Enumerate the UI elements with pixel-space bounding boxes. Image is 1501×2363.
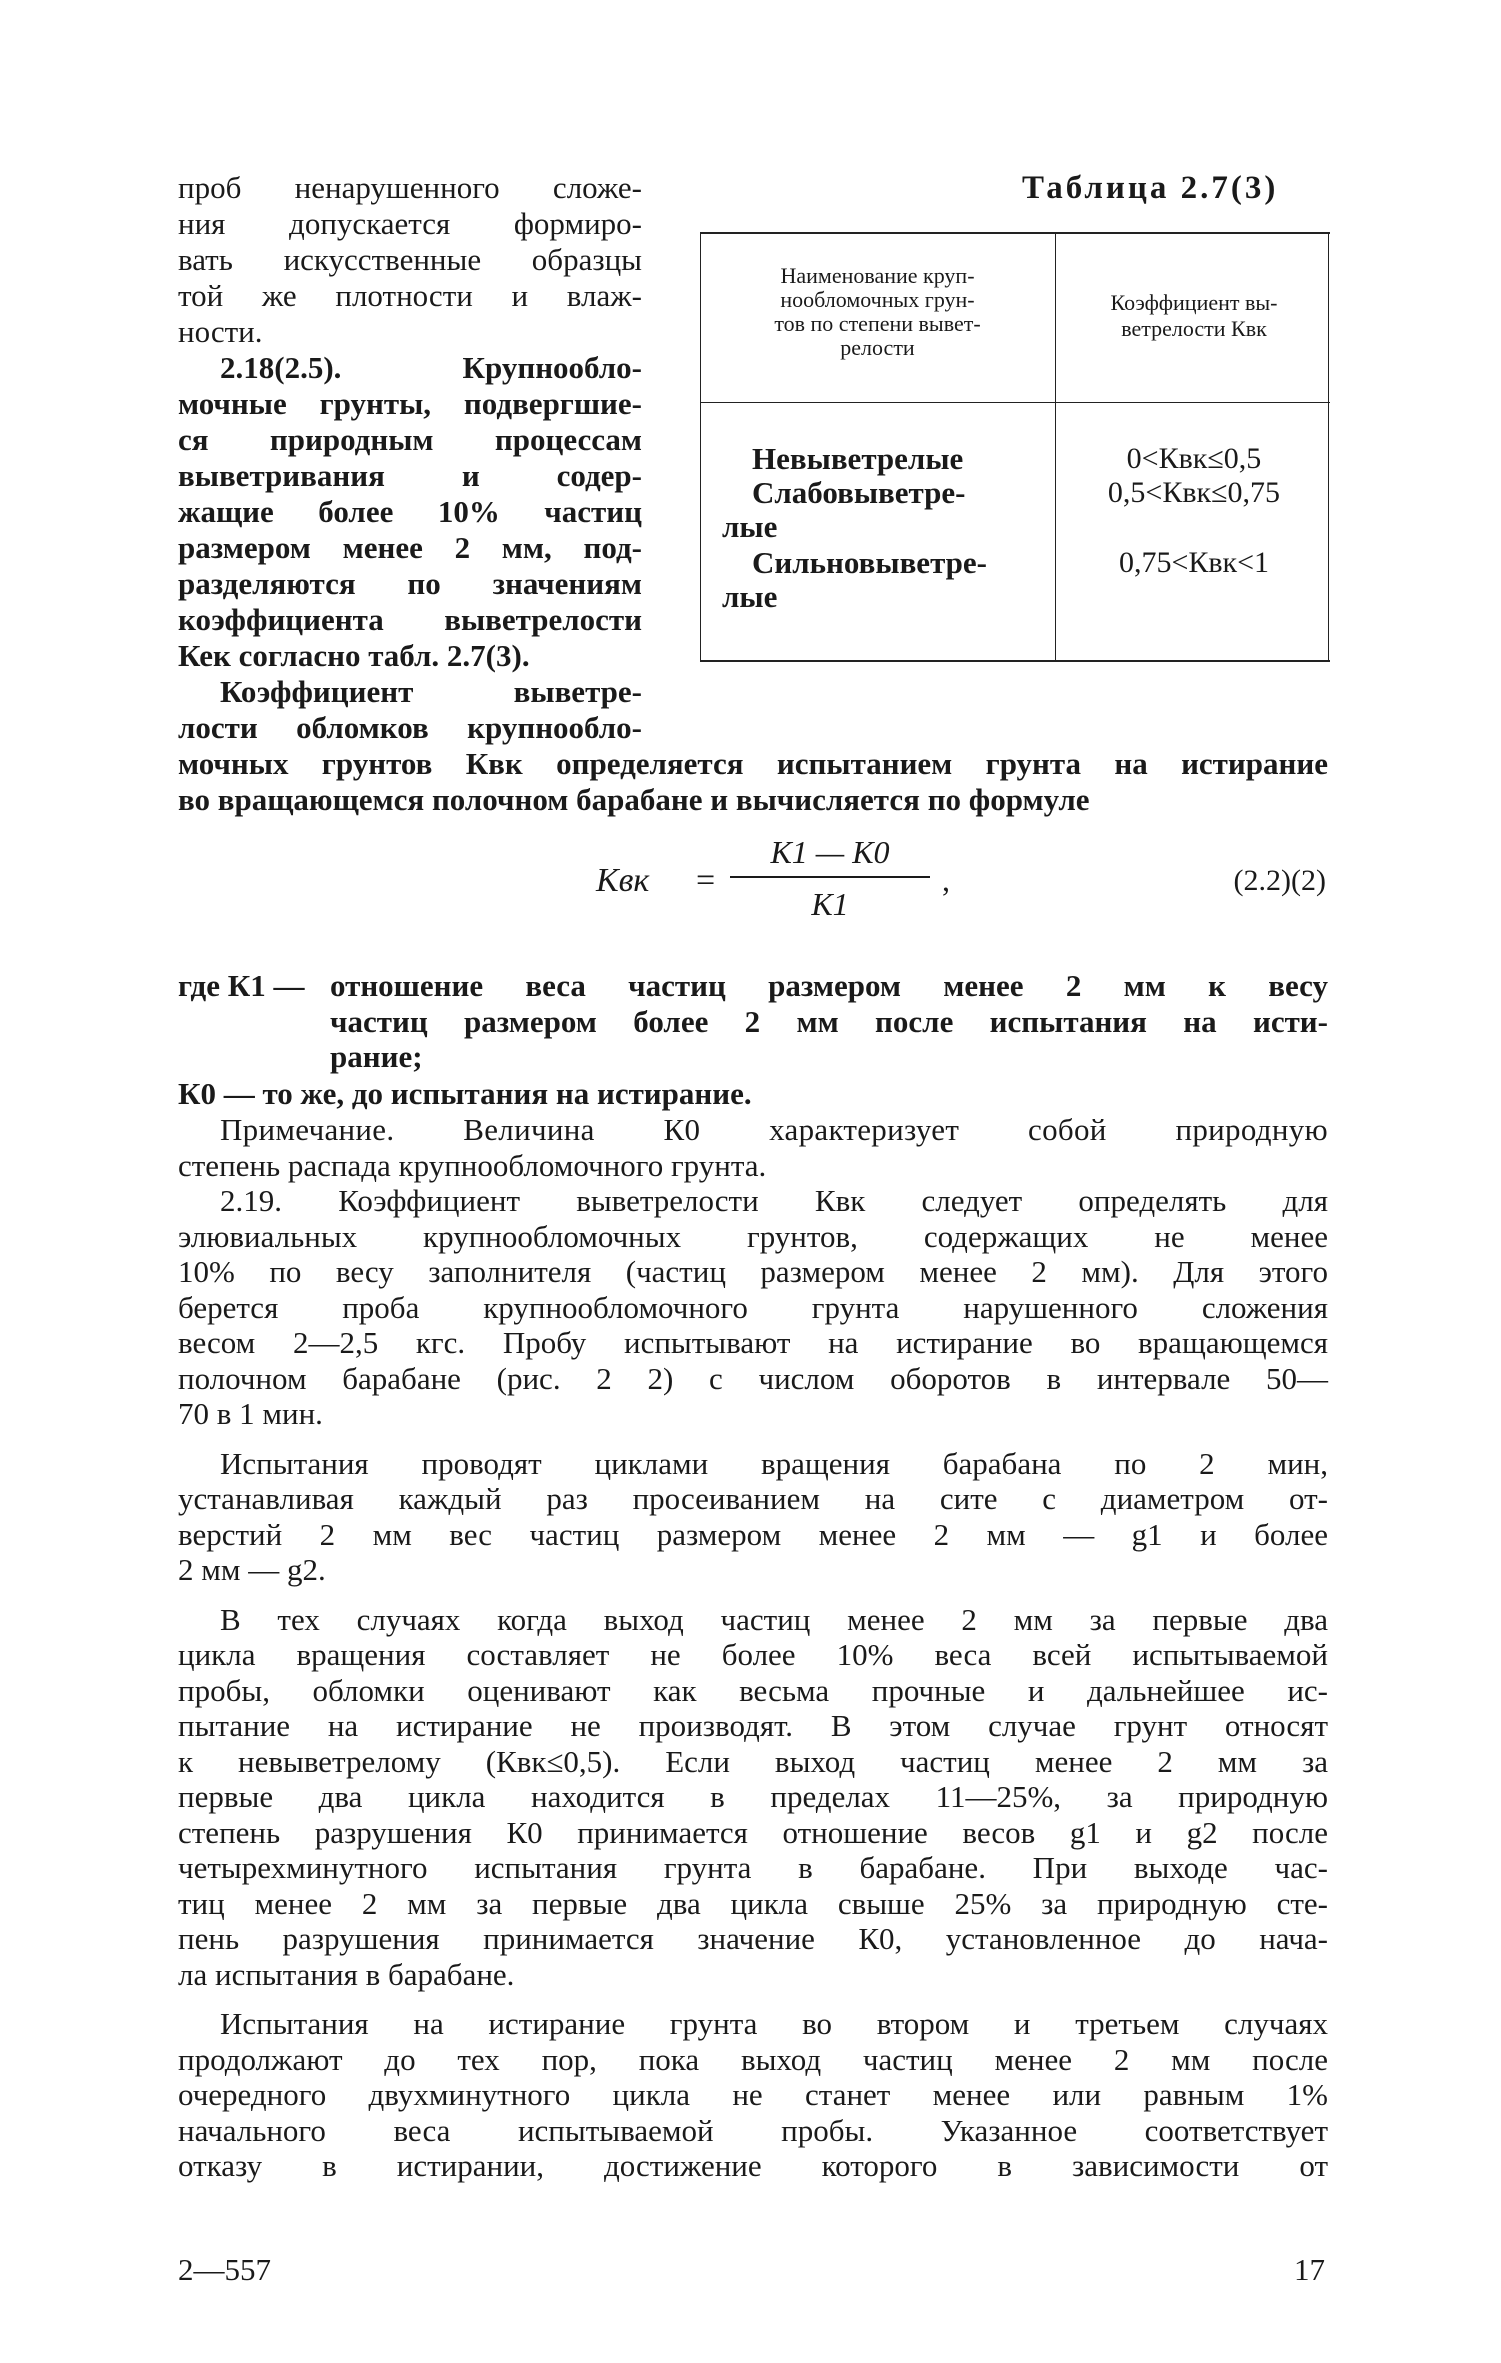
note-line: Примечание. Величина К0 характеризует собой природную [220, 1112, 1328, 1147]
left-column-text [178, 170, 642, 746]
text-line: первые два цикла находится в пределах 11—25%, за природную [178, 1779, 1328, 1814]
row-value: 0<Квк≤0,5 [1126, 442, 1262, 475]
page-number: 17 [1294, 2252, 1325, 2287]
text-line: 2.19. Коэффициент выветрелости Квк следует определять для [220, 1183, 1328, 1218]
formula [596, 834, 1336, 944]
weathering-table [700, 232, 1330, 662]
text-line: весом 2—2,5 кгс. Пробу испытывают на истирание во вращающемся [178, 1325, 1328, 1360]
table-rule [1328, 232, 1329, 662]
text-line: В тех случаях когда выход частиц менее 2 мм за первые два [220, 1601, 1328, 1637]
bold-paragraph [178, 746, 1328, 817]
table-rule [700, 232, 1330, 234]
text-line: тиц менее 2 мм за первые два цикла свыше 25% за природную сте- [178, 1885, 1328, 1921]
text-line: элювиальных крупнообломочных грунтов, содержащих не менее [178, 1218, 1328, 1254]
text-line: ла испытания в барабане. [178, 1956, 515, 1992]
row-name: Невыветрелые [752, 441, 964, 476]
text-line: ности. [178, 314, 263, 349]
text-line: 2 мм — g2. [178, 1552, 326, 1587]
table-rule [1055, 232, 1056, 662]
row-name: Сильновыветре- [752, 545, 987, 580]
text-line: выветривания и содер- [178, 458, 642, 493]
row-value: 0,75<Квк<1 [1118, 546, 1270, 579]
row-name: Слабовыветре- [752, 475, 966, 510]
header-line: тов по степени вывет- [774, 311, 981, 336]
text-line: берется проба крупнообломочного грунта нарушенного сложения [178, 1289, 1328, 1325]
k0-definition: К0 — то же, до испытания на истирание. [178, 1076, 752, 1111]
text-line: полочном барабане (рис. 2 2) с числом оборотов в интервале 50— [178, 1360, 1328, 1396]
text-line: лости обломков крупнообло- [178, 710, 642, 745]
text-line: 2.18(2.5). Крупнообло- [220, 350, 642, 385]
table-header-coefficient [1065, 290, 1323, 342]
text-line: коэффициента выветрелости [178, 602, 642, 637]
text-line: Испытания проводят циклами вращения барабана по 2 мин, [220, 1445, 1328, 1481]
formula-lhs: Квк [596, 862, 650, 899]
text-line: мочные грунты, подвергшие- [178, 386, 642, 421]
text-line: 70 в 1 мин. [178, 1396, 323, 1431]
table-header-name [710, 264, 1045, 360]
text-line: жащие более 10% частиц [178, 494, 642, 529]
text-line: очередного двухминутного цикла не станет менее или равным 1% [178, 2077, 1328, 2112]
formula-number: (2.2)(2) [1233, 864, 1326, 897]
header-line: Наименование круп- [780, 263, 975, 288]
text-line: размером менее 2 мм, под- [178, 530, 642, 565]
text-line: во вращающемся полочном барабане и вычисляется по формуле [178, 781, 1090, 817]
formula-comma: , [942, 862, 950, 898]
text-line: начального веса испытываемой пробы. Указанное соответствует [178, 2112, 1328, 2148]
table-rule [700, 660, 1330, 662]
text-line: степень разрушения К0 принимается отношение весов g1 и g2 после [178, 1814, 1328, 1850]
text-line: четырехминутного испытания грунта в барабане. При выходе час- [178, 1850, 1328, 1885]
header-line: релости [840, 335, 915, 360]
text-line: вать искусственные образцы [178, 242, 642, 277]
text-line: Кек согласно табл. 2.7(3). [178, 638, 530, 673]
header-line: ветрелости Квк [1121, 316, 1267, 341]
table-title: Таблица 2.7(3) [1022, 170, 1279, 206]
where-label: где К1 — [178, 968, 305, 1003]
text-line: разделяются по значениям [178, 566, 642, 601]
formula-denominator: К1 [811, 886, 849, 922]
header-line: нообломочных грун- [780, 287, 975, 312]
formula-numerator: К1 — К0 [770, 834, 890, 870]
text-line: ся природным процессам [178, 422, 642, 457]
text-line: к невыветрелому (Квк≤0,5). Если выход частиц менее 2 мм за [178, 1743, 1328, 1779]
text-line: отношение веса частиц размером менее 2 мм к весу [330, 968, 1328, 1003]
table-rule [700, 232, 701, 662]
row-name: лые [722, 579, 778, 614]
text-line: цикла вращения составляет не более 10% веса всей испытываемой [178, 1637, 1328, 1672]
header-line: Коэффициент вы- [1110, 290, 1278, 315]
text-line: мочных грунтов Квк определяется испытанием грунта на истирание [178, 746, 1328, 781]
text-line: той же плотности и влаж- [178, 278, 642, 313]
text-line: Коэффициент выветре- [220, 674, 642, 709]
text-line: пень разрушения принимается значение К0, установленное до нача- [178, 1921, 1328, 1956]
text-line: устанавливая каждый раз просеиванием на сите с диаметром от- [178, 1481, 1328, 1516]
table-rule [700, 402, 1330, 403]
text-line: Испытания на истирание грунта во втором и третьем случаях [220, 2006, 1328, 2041]
text-line: пробы, обломки оценивают как весьма прочные и дальнейшее ис- [178, 1672, 1328, 1708]
text-line: степень распада крупнообломочного грунта. [178, 1147, 767, 1183]
fraction-bar [730, 876, 930, 878]
text-line: 10% по весу заполнителя (частиц размером менее 2 мм). Для этого [178, 1254, 1328, 1289]
row-name: лые [722, 509, 778, 544]
signature-mark: 2—557 [178, 2252, 271, 2287]
text-line: частиц размером более 2 мм после испытания на исти- [330, 1003, 1328, 1039]
text-line: верстий 2 мм вес частиц размером менее 2 мм — g1 и более [178, 1516, 1328, 1552]
text-line: отказу в истирании, достижение которого в зависимости от [178, 2148, 1328, 2183]
row-value: 0,5<Квк≤0,75 [1107, 476, 1281, 509]
text-line: продолжают до тех пор, пока выход частиц менее 2 мм после [178, 2041, 1328, 2077]
formula-equals: = [696, 862, 716, 899]
text-line: пытание на истирание не производят. В этом случае грунт относят [178, 1708, 1328, 1743]
body-text [178, 1112, 1328, 2184]
text-line: рание; [330, 1039, 423, 1074]
text-line: ния допускается формиро- [178, 206, 642, 241]
k1-definition [330, 968, 1328, 1075]
text-line: проб ненарушенного сложе- [178, 170, 642, 205]
